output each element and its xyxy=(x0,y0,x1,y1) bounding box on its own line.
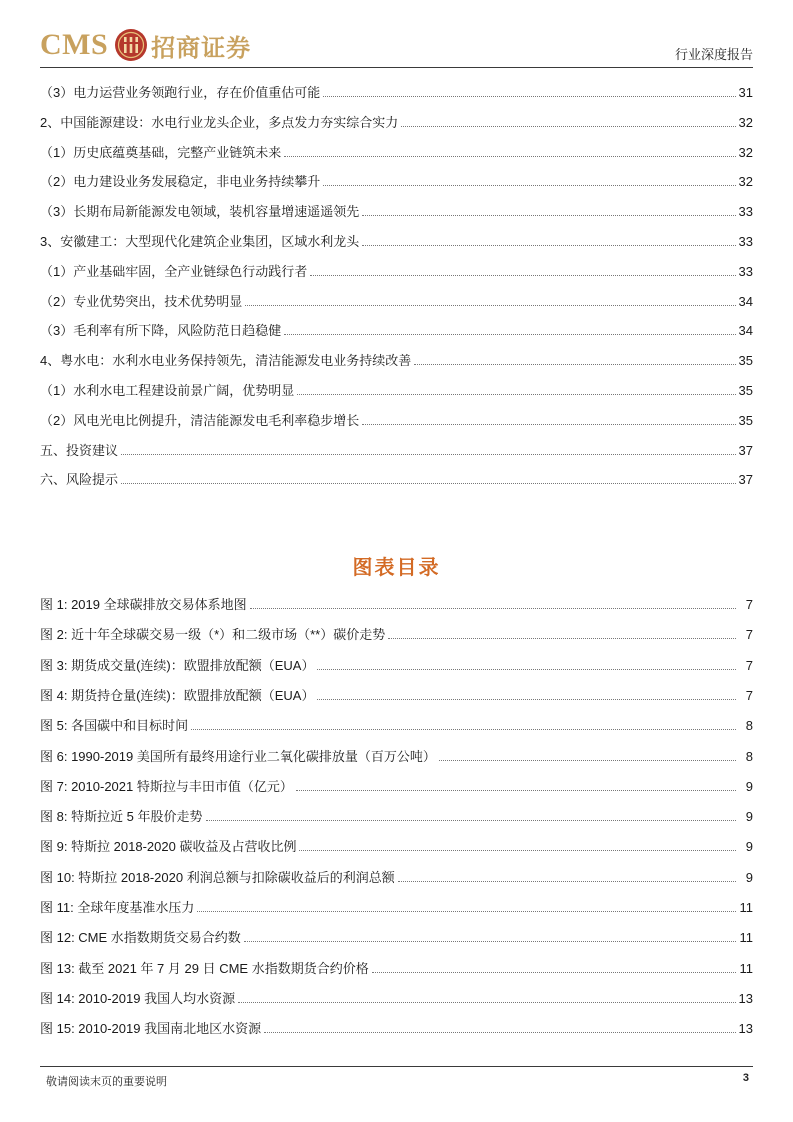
toc-entry-title: （2）电力建设业务发展稳定，非电业务持续攀升 xyxy=(40,174,321,190)
toc-entry-title: （1）水利水电工程建设前景广阔，优势明显 xyxy=(40,383,295,398)
figure-entry-page-number: 9 xyxy=(745,839,753,855)
dot-leader xyxy=(317,699,736,700)
footer-divider xyxy=(40,1066,753,1067)
page-header xyxy=(40,24,753,66)
figure-entry-title: 图 14: 2010-2019 我国人均水资源 xyxy=(40,990,236,1006)
dot-leader xyxy=(362,215,735,216)
figure-entry[interactable] xyxy=(40,774,753,796)
figure-entry-title: 图 4: 期货持仓量(连续)：欧盟排放配额（EUA） xyxy=(40,687,315,703)
figure-entry-title: 图 6: 1990-2019 美国所有最终用途行业二氧化碳排放量（百万公吨） xyxy=(40,748,436,764)
figure-entry-page-number: 7 xyxy=(745,687,753,703)
figure-entry-page-number: 11 xyxy=(739,930,753,946)
toc-entry-page-number: 32 xyxy=(738,144,753,160)
toc-entry[interactable] xyxy=(40,80,753,102)
company-logo xyxy=(40,28,251,62)
toc-entry[interactable] xyxy=(40,438,753,460)
figure-entry-page-number: 8 xyxy=(745,718,753,734)
toc-entry-page-number: 33 xyxy=(738,263,753,279)
logo-emblem-icon xyxy=(114,28,148,62)
figure-entry[interactable] xyxy=(40,804,753,826)
toc-entry-page-number: 35 xyxy=(738,412,753,428)
figure-entry-title: 图 8: 特斯拉近 5 年股价走势 xyxy=(40,809,203,825)
figure-entry-title: 图 5: 各国碳中和目标时间 xyxy=(40,718,189,734)
toc-entry-title: 3、安徽建工：大型现代化建筑企业集团，区域水利龙头 xyxy=(40,234,360,249)
figure-entry-title: 图 3: 期货成交量(连续)：欧盟排放配额（EUA） xyxy=(40,657,315,673)
header-divider xyxy=(40,67,753,68)
dot-leader xyxy=(362,245,735,246)
toc-entry[interactable] xyxy=(40,408,753,430)
figure-entry[interactable] xyxy=(40,683,753,705)
figure-entry[interactable] xyxy=(40,986,753,1008)
dot-leader xyxy=(245,305,735,306)
toc-entry[interactable] xyxy=(40,318,753,340)
figure-entry[interactable] xyxy=(40,834,753,856)
toc-entry-page-number: 35 xyxy=(738,353,753,369)
figure-entry-title: 图 15: 2010-2019 我国南北地区水资源 xyxy=(40,1021,262,1037)
dot-leader xyxy=(191,729,736,730)
dot-leader xyxy=(297,394,735,395)
toc-entry[interactable] xyxy=(40,199,753,221)
figure-entry-title: 图 7: 2010-2021 特斯拉与丰田市值（亿元） xyxy=(40,778,293,794)
dot-leader xyxy=(414,364,735,365)
dot-leader xyxy=(121,483,736,484)
dot-leader xyxy=(284,334,735,335)
toc-entry[interactable] xyxy=(40,348,753,370)
toc-entry[interactable] xyxy=(40,140,753,162)
figure-entry-page-number: 7 xyxy=(745,657,753,673)
report-type-label: 行业深度报告 xyxy=(674,47,753,62)
figure-entry-title: 图 10: 特斯拉 2018-2020 利润总额与扣除碳收益后的利润总额 xyxy=(40,869,395,885)
figure-entry[interactable] xyxy=(40,925,753,947)
dot-leader xyxy=(398,881,736,882)
figure-entry-title: 图 13: 截至 2021 年 7 月 29 日 CME 水指数期货合约价格 xyxy=(40,960,369,976)
toc-entry-title: （3）电力运营业务领跑行业，存在价值重估可能 xyxy=(40,85,321,100)
toc-entry[interactable] xyxy=(40,378,753,400)
dot-leader xyxy=(121,454,736,455)
dot-leader xyxy=(372,972,736,973)
dot-leader xyxy=(244,941,736,942)
toc-entry[interactable] xyxy=(40,467,753,489)
figure-entry[interactable] xyxy=(40,592,753,614)
figure-entry-title: 图 2: 近十年全球碳交易一级（*）和二级市场（**）碳价走势 xyxy=(40,627,386,643)
toc-entry[interactable] xyxy=(40,259,753,281)
figure-entry-title: 图 1: 2019 全球碳排放交易体系地图 xyxy=(40,597,247,612)
dot-leader xyxy=(299,850,736,851)
toc-entry-page-number: 33 xyxy=(738,234,753,249)
figure-entry-page-number: 7 xyxy=(745,627,753,643)
figure-entry-title: 图 12: CME 水指数期货交易合约数 xyxy=(40,930,241,946)
figure-entry-page-number: 7 xyxy=(745,597,753,612)
figure-entry-title: 图 9: 特斯拉 2018-2020 碳收益及占营收比例 xyxy=(40,839,297,855)
toc-entry[interactable] xyxy=(40,289,753,311)
dot-leader xyxy=(310,275,735,276)
toc-entry-page-number: 34 xyxy=(738,293,753,309)
dot-leader xyxy=(323,185,735,186)
figures-list-title: 图表目录 xyxy=(352,555,441,579)
dot-leader xyxy=(238,1002,735,1003)
toc-entry-page-number: 32 xyxy=(738,114,753,130)
figure-entry[interactable] xyxy=(40,865,753,887)
logo-latin-text: CMS xyxy=(40,28,109,61)
toc-entry-title: （1）产业基础牢固，全产业链绿色行动践行者 xyxy=(40,263,308,279)
figure-entry-page-number: 13 xyxy=(738,1021,753,1037)
toc-entry-title: （1）历史底蕴奠基础，完整产业链筑未来 xyxy=(40,144,282,160)
dot-leader xyxy=(206,820,736,821)
toc-entry-title: （2）风电光电比例提升，清洁能源发电毛利率稳步增长 xyxy=(40,412,360,428)
dot-leader xyxy=(197,911,736,912)
logo-chinese-text: 招商证券 xyxy=(151,32,252,62)
toc-entry-page-number: 32 xyxy=(738,174,753,190)
figure-entry-page-number: 9 xyxy=(745,869,753,885)
dot-leader xyxy=(439,760,736,761)
toc-entry-title: 2、中国能源建设：水电行业龙头企业，多点发力夯实综合实力 xyxy=(40,114,399,130)
dot-leader xyxy=(401,126,735,127)
dot-leader xyxy=(388,638,736,639)
dot-leader xyxy=(362,424,735,425)
figure-entry-page-number: 9 xyxy=(745,809,753,825)
toc-entry-page-number: 31 xyxy=(738,85,753,100)
figure-entry-page-number: 8 xyxy=(745,748,753,764)
toc-entry-page-number: 37 xyxy=(738,472,753,488)
figure-entry[interactable] xyxy=(40,895,753,917)
toc-entry-title: （3）毛利率有所下降，风险防范日趋稳健 xyxy=(40,323,282,339)
page-number: 3 xyxy=(742,1072,749,1084)
figure-entry[interactable] xyxy=(40,653,753,675)
figure-entry-page-number: 9 xyxy=(745,778,753,794)
figure-entry[interactable] xyxy=(40,744,753,766)
figure-entry-page-number: 11 xyxy=(739,900,753,915)
toc-entry-page-number: 35 xyxy=(738,383,753,398)
dot-leader xyxy=(317,669,736,670)
figure-entry-page-number: 11 xyxy=(739,960,753,976)
disclaimer-note: 敬请阅读末页的重要说明 xyxy=(46,1076,167,1088)
dot-leader xyxy=(323,96,735,97)
figure-entry[interactable] xyxy=(40,713,753,735)
dot-leader xyxy=(264,1032,735,1033)
toc-entry[interactable] xyxy=(40,169,753,191)
figure-entry-title: 图 11: 全球年度基准水压力 xyxy=(40,900,195,915)
figure-entry-page-number: 13 xyxy=(738,990,753,1006)
toc-entry[interactable] xyxy=(40,229,753,251)
figure-entry[interactable] xyxy=(40,956,753,978)
toc-entry-title: 4、粤水电：水利水电业务保持领先，清洁能源发电业务持续改善 xyxy=(40,353,412,369)
figure-entry[interactable] xyxy=(40,622,753,644)
toc-entry-page-number: 37 xyxy=(738,442,753,458)
toc-entry-title: 六、风险提示 xyxy=(40,472,119,488)
toc-entry-title: （3）长期布局新能源发电领域，装机容量增速遥遥领先 xyxy=(40,204,360,220)
dot-leader xyxy=(296,790,736,791)
dot-leader xyxy=(284,156,735,157)
toc-entry-title: （2）专业优势突出，技术优势明显 xyxy=(40,293,243,309)
toc-entry-title: 五、投资建议 xyxy=(40,442,119,458)
figure-entry[interactable] xyxy=(40,1016,753,1038)
toc-entry-page-number: 33 xyxy=(738,204,753,220)
toc-entry[interactable] xyxy=(40,110,753,132)
dot-leader xyxy=(250,608,736,609)
toc-entry-page-number: 34 xyxy=(738,323,753,339)
